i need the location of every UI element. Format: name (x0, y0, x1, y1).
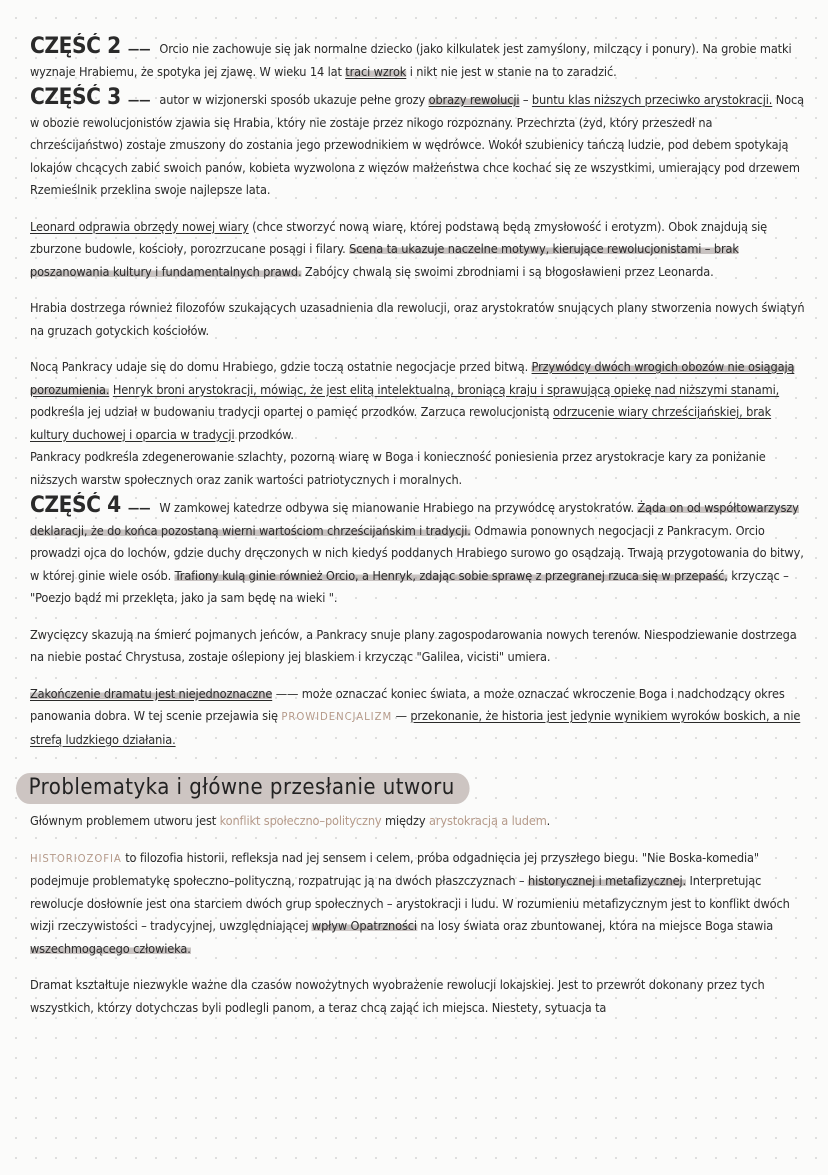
leonard-underline: Leonard odprawia obrzędy nowej wiary (30, 218, 249, 234)
dramat-paragraph (30, 974, 806, 1019)
zakonczenie-paragraph (30, 683, 806, 752)
leonard-highlight: Scena ta ukazuje naczelne motywy, kierujące rewolucjonistami – brak poszanowania kultury i fundamentalnych prawd. (30, 241, 739, 279)
pankracy-underline-2: odrzucenie wiary chrześcijańskiej, brak kultury duchowej i oparcia w tradycji (30, 404, 772, 442)
part2-text-end: i nikt nie jest w stanie na to zaradzić. (406, 63, 617, 79)
hrabia-text: Hrabia dostrzega również filozofów szukających uzasadnienia dla rewolucji, oraz arystokratów snujących plany stworzenia nowych świątyń na gruzach gotyckich kościołów. (30, 300, 805, 338)
part3-text-3: Nocą w obozie rewolucjonistów zjawia się Hrabia, który nie zostaje przez nikogo rozpoznany. Przechrzta (żyd, który przeszedł na chrześcijaństwo) zostaje zmuszony do zostania jego przewodnikiem w wędrówce. Wokół szubienicy tańczą ludzie, pod debem spotykają lokajów chcących zabić swoich panów, kobieta wyzwolona z więzów małżeństwa chce kochać się ze wszystkimi, umierający pod drzewem Rzemieślnik przeklina swoje najlepsze lata. (30, 92, 804, 197)
part3-paragraph (30, 87, 806, 202)
glowny-text: Głównym problemem utworu jest (30, 813, 220, 828)
historiozofia-highlight-3: wszechmogącego człowieka. (30, 940, 191, 956)
leonard-text: (chce stworzyć nową wiarę, której podstawą będą zmysłowość i erotyzm). Obok znajdują się zburzone budowle, kościoły, porozrzucane posągi i filary. (30, 218, 768, 256)
part2-text: Orcio nie zachowuje się jak normalne dziecko (jako kilkulatek jest zamyślony, milczący i ponury). Na grobie matki wyznaje Hrabiemu, że spotyka jej zjawę. W wieku 14 lat (30, 41, 792, 79)
part4-paragraph (30, 495, 806, 610)
glowny-term-sides: arystokracją a ludem (428, 813, 547, 828)
part3-text-2: – (519, 92, 532, 107)
zwyciezcy-paragraph (30, 624, 806, 669)
historiozofia-text: to filozofia historii, refleksja nad jej sensem i celem, próba odgadnięcia jej przyszłego biegu. "Nie Boska-komedia" podejmuje problematykę społeczno–polityczną, rozpatrując ją na dwóch płaszczyznach – (30, 849, 759, 888)
glowny-text-3: . (546, 813, 551, 828)
prowidencjalizm-term: PROWIDENCJALIZM (281, 710, 393, 723)
part4-text-3: krzycząc – "Poezjo bądź mi przeklęta, jako ja sam będę na wieki ". (30, 567, 789, 605)
glowny-term-conflict: konflikt społeczno–polityczny (219, 813, 382, 828)
historiozofia-term: HISTORIOZOFIA (30, 851, 122, 865)
zakonczenie-highlight: Zakończenie dramatu jest niejednoznaczne (30, 685, 273, 701)
part4-text-2: Odmawia ponownych negocjacji z Pankracym. Orcio prowadzi ojca do lochów, gdzie duchy dręczonych w nich kiedyś poddanych Hrabiego surowo go osądzają. Trwają przygotowania do bitwy, w której ginie wiele osób. (30, 522, 804, 583)
historiozofia-highlight: historycznej i metafizycznej. (527, 873, 687, 888)
part4-dash: —— (127, 500, 151, 515)
zakonczenie-text-2: — (392, 708, 411, 723)
pankracy-text-3: podkreśla jej udział w budowaniu tradycji opartej o pamięć przodków. Zarzuca rewolucjonistą (30, 404, 553, 419)
part2-dash: —— (127, 41, 151, 56)
pankracy-text-4: przodków. (234, 426, 294, 442)
dramat-text: Dramat kształtuje niezwykle ważne dla czasów nowożytnych wyobrażenie rewolucji lokajskiej. Jest to przewrót dokonany przez tych wszystkich, którzy dotychczas byli podlegli panom, a teraz chcą zająć ich miejsca. Niestety, sytuacja ta (30, 977, 765, 1015)
leonard-text-2: Zabójcy chwalą się swoimi zbrodniami i są błogosławieni przez Leonarda. (301, 263, 714, 279)
leonard-paragraph (30, 216, 806, 284)
part4-text: W zamkowej katedrze odbywa się mianowanie Hrabiego na przywódcę arystokratów. (159, 500, 638, 515)
part3-text: autor w wizjonerski sposób ukazuje pełne grozy (159, 92, 429, 107)
part2-paragraph (30, 36, 806, 83)
glowny-text-2: między (381, 813, 429, 828)
pankracy-paragraph (30, 356, 806, 491)
pankracy-highlight: Przywódcy dwóch wrogich obozów nie osiągają porozumienia. (30, 359, 795, 397)
part2-highlight: traci wzrok (345, 63, 407, 79)
zakonczenie-underline: przekonanie, że historia jest jedynie wynikiem wyroków boskich, a nie strefą ludzkiego działania. (30, 708, 801, 747)
part4-highlight: Żąda on od współtowarzyszy deklaracji, że do końca pozostaną wierni wartościom chrześcijańskim i tradycji. (30, 500, 799, 538)
part3-highlight: obrazy rewolucji (428, 92, 520, 107)
hrabia-paragraph (30, 297, 806, 342)
zwyciezcy-text: Zwycięzcy skazują na śmierć pojmanych jeńców, a Pankracy snuje plany zagospodarowania nowych terenów. Niespodziewanie dostrzega na niebie postać Chrystusa, zostaje oślepiony jej blaskiem i krzycząc "Galilea, vicisti" umiera. (30, 626, 797, 664)
pankracy-text-5: Pankracy podkreśla zdegenerowanie szlachty, pozorną wiarę w Boga i konieczność poniesienia przez arystokracje kary za poniżanie niższych warstw społecznych oraz zanik wartości patriotycznych i moralnych. (30, 449, 766, 487)
part3-dash: —— (127, 92, 151, 107)
section-title: Problematyka i główne przesłanie utworu (16, 773, 469, 804)
part4-highlight-2: Trafiony kulą ginie również Orcio, a Henryk, zdając sobie sprawę z przegranej rzuca się w przepaść, (174, 567, 728, 583)
historiozofia-paragraph (30, 847, 806, 961)
part3-underline: buntu klas niższych przeciwko arystokracji. (531, 92, 773, 107)
historiozofia-highlight-2: wpływ Opatrzności (311, 918, 417, 933)
zakonczenie-text: —— może oznaczać koniec świata, a może oznaczać wkroczenie Boga i nadchodzący okres panowania dobra. W tej scenie przejawia się (30, 685, 785, 723)
pankracy-text: Nocą Pankracy udaje się do domu Hrabiego, gdzie toczą ostatnie negocjacje przed bitwą. (30, 359, 532, 374)
part2-heading: CZĘŚĆ 2 (30, 34, 121, 59)
part3-heading: CZĘŚĆ 3 (30, 85, 121, 110)
glowny-problem-paragraph (30, 810, 806, 833)
historiozofia-text-2: Interpretując rewolucje dosłownie jest ona starciem dwóch grup społecznych – arystokracji i ludu. W rozumieniu metafizycznym jest to konflikt dwóch wizji rzeczywistości – tradycyjnej, uwzględniającej (30, 873, 790, 933)
notes-page (30, 36, 806, 1019)
part4-heading: CZĘŚĆ 4 (30, 493, 121, 518)
pankracy-underline: Henryk broni arystokracji, mówiąc, że jest elitą intelektualną, broniącą kraju i sprawującą opiekę nad niższymi stanami, (112, 381, 780, 397)
historiozofia-text-3: na losy świata oraz zbuntowanej, która na miejsce Boga stawia (416, 918, 774, 933)
